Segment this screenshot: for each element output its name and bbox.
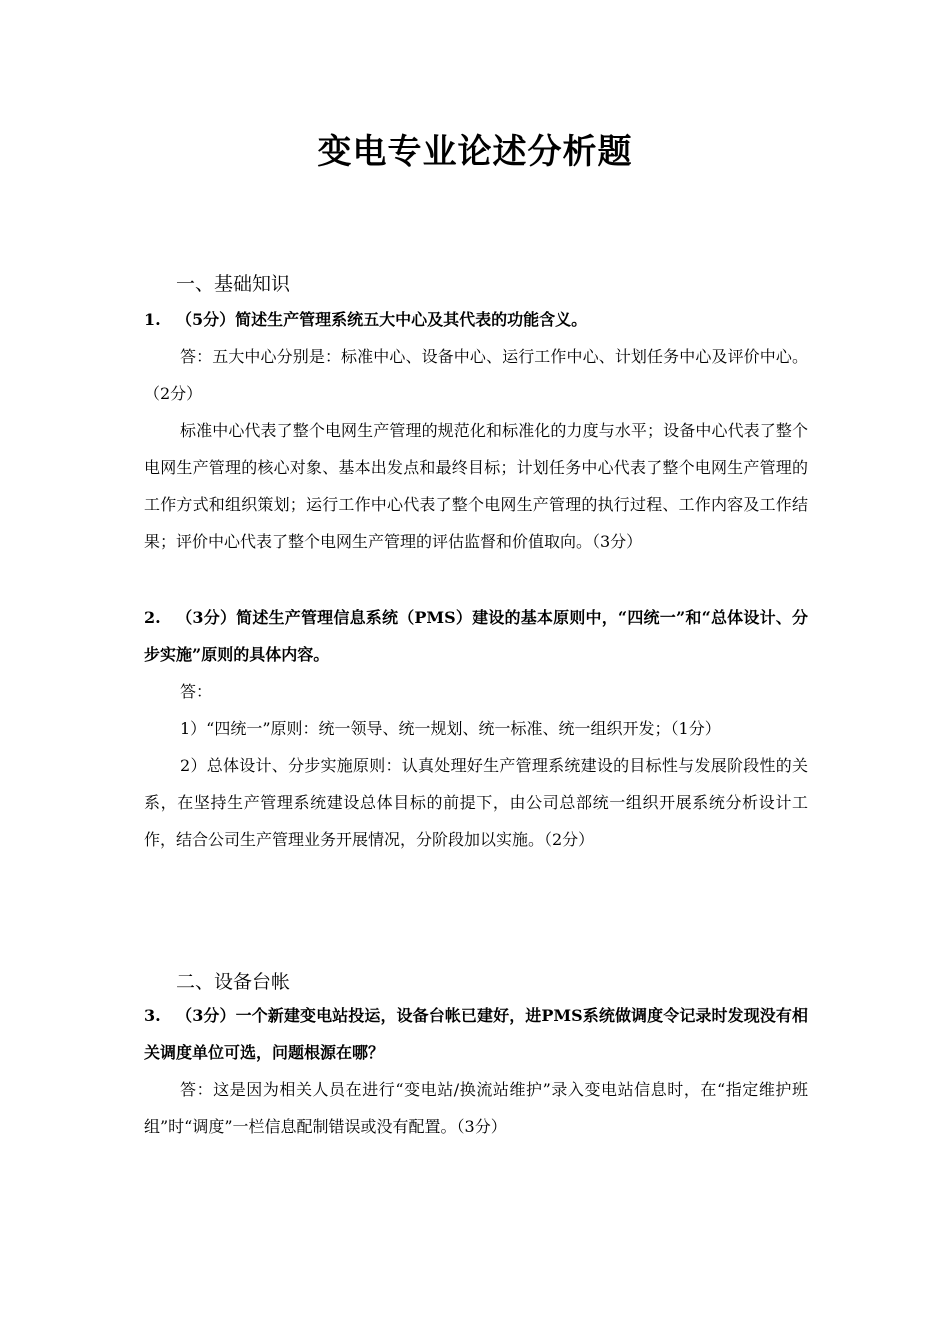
document-title: 变电专业论述分析题 [317, 132, 633, 172]
question-2 [144, 599, 808, 673]
question-text: （3分）简述生产管理信息系统（PMS）建设的基本原则中，“四统一”和“总体设计、分步实施”原则的具体内容。 [144, 608, 808, 664]
section-heading-basic-knowledge: 一、基础知识 [176, 273, 291, 295]
question-block-1 [144, 301, 808, 560]
answer-paragraph: 标准中心代表了整个电网生产管理的规范化和标准化的力度与水平；设备中心代表了整个电网生产管理的核心对象、基本出发点和最终目标；计划任务中心代表了整个电网生产管理的工作方式和组织策划；运行工作中心代表了整个电网生产管理的执行过程、工作内容及工作结果；评价中心代表了整个电网生产管理的评估监督和价值取向。（3分） [144, 421, 808, 551]
answer-paragraph: 1）“四统一”原则：统一领导、统一规划、统一标准、统一组织开发；（1分） [180, 719, 721, 738]
question-number: 2. [144, 608, 161, 627]
answer-paragraph: 答：五大中心分别是：标准中心、设备中心、运行工作中心、计划任务中心及评价中心。（2分） [144, 347, 808, 403]
question-block-3 [144, 997, 808, 1145]
answer-paragraph: 答：这是因为相关人员在进行“变电站/换流站维护”录入变电站信息时，在“指定维护班组”时“调度”一栏信息配制错误或没有配置。（3分） [144, 1080, 808, 1136]
answer-paragraph: 答： [180, 682, 213, 701]
question-1 [144, 301, 808, 338]
answer-paragraph: 2）总体设计、分步实施原则：认真处理好生产管理系统建设的目标性与发展阶段性的关系，在坚持生产管理系统建设总体目标的前提下，由公司总部统一组织开展系统分析设计工作，结合公司生产管理业务开展情况，分阶段加以实施。（2分） [144, 756, 808, 849]
question-text: （3分）一个新建变电站投运，设备台帐已建好，进PMS系统做调度令记录时发现没有相关调度单位可选，问题根源在哪？ [144, 1006, 808, 1062]
question-text: （5分）简述生产管理系统五大中心及其代表的功能含义。 [176, 310, 588, 329]
question-3 [144, 997, 808, 1071]
question-block-2 [144, 599, 808, 858]
section-heading-equipment-ledger: 二、设备台帐 [176, 971, 291, 993]
question-number: 3. [144, 1006, 161, 1025]
question-number: 1. [144, 310, 161, 329]
